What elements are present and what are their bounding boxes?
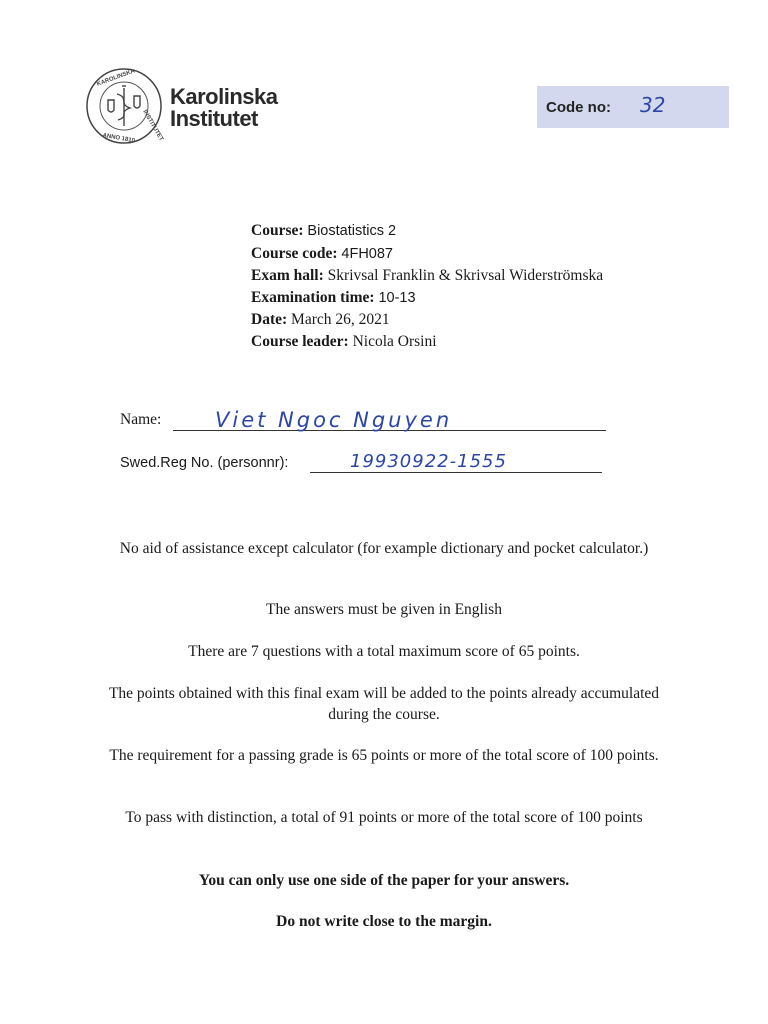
ki-seal-icon [84,66,164,146]
svg-text:KAROLINSKA: KAROLINSKA [96,68,136,88]
date-row [251,309,603,331]
code-label: Code no: [546,99,611,116]
instruction-points: The points obtained with this final exam will be added to the points already accumulated during the course. [108,685,660,723]
course-row [251,220,603,243]
reg-number-label: Swed.Reg No. (personnr): [120,455,289,471]
instruction-one-side: You can only use one side of the paper for your answers. [198,872,570,889]
exam-hall-label: Exam hall: [251,267,324,284]
svg-text:ANNO 1810: ANNO 1810 [101,132,136,145]
name-label: Name: [120,411,162,428]
exam-hall-row [251,265,603,287]
course-leader-row [251,331,603,353]
exam-hall-value: Skrivsal Franklin & Skrivsal Widerströmska [327,267,604,284]
exam-time-row [251,287,603,310]
date-label: Date: [251,311,288,328]
institution-name [170,86,278,130]
date-value: March 26, 2021 [291,311,390,328]
course-leader-label: Course leader: [251,332,349,350]
instruction-aid: No aid of assistance except calculator (for example dictionary and pocket calculator.) [119,540,649,557]
institution-name-line1: Karolinska [170,84,278,109]
instruction-passing-grade: The requirement for a passing grade is 65 points or more of the total score of 100 points. [109,747,659,764]
reg-number-line [310,472,602,473]
course-info-block [251,220,603,352]
instruction-distinction: To pass with distinction, a total of 91 points or more of the total score of 100 points [125,809,643,826]
course-label: Course: [251,222,304,239]
course-code-label: Course code: [251,244,338,262]
course-leader-value: Nicola Orsini [352,332,437,350]
instruction-questions: There are 7 questions with a total maximum score of 65 points. [188,643,580,660]
institution-name-line2: Institutet [170,106,258,131]
instruction-language: The answers must be given in English [266,601,502,618]
course-value: Biostatistics 2 [307,223,397,239]
course-code-value: 4FH087 [341,245,393,262]
code-number-box [537,86,729,128]
name-handwritten: Viet Ngoc Nguyen [215,408,453,432]
code-value-handwritten: 32 [640,93,666,117]
course-code-row [251,243,603,266]
institution-logo [84,66,284,146]
exam-time-label: Examination time: [251,288,375,306]
exam-time-value: 10-13 [378,289,416,306]
reg-number-handwritten: 19930922-1555 [350,451,507,472]
svg-text:INSTITUTET: INSTITUTET [141,109,164,143]
instruction-margin: Do not write close to the margin. [276,913,492,930]
